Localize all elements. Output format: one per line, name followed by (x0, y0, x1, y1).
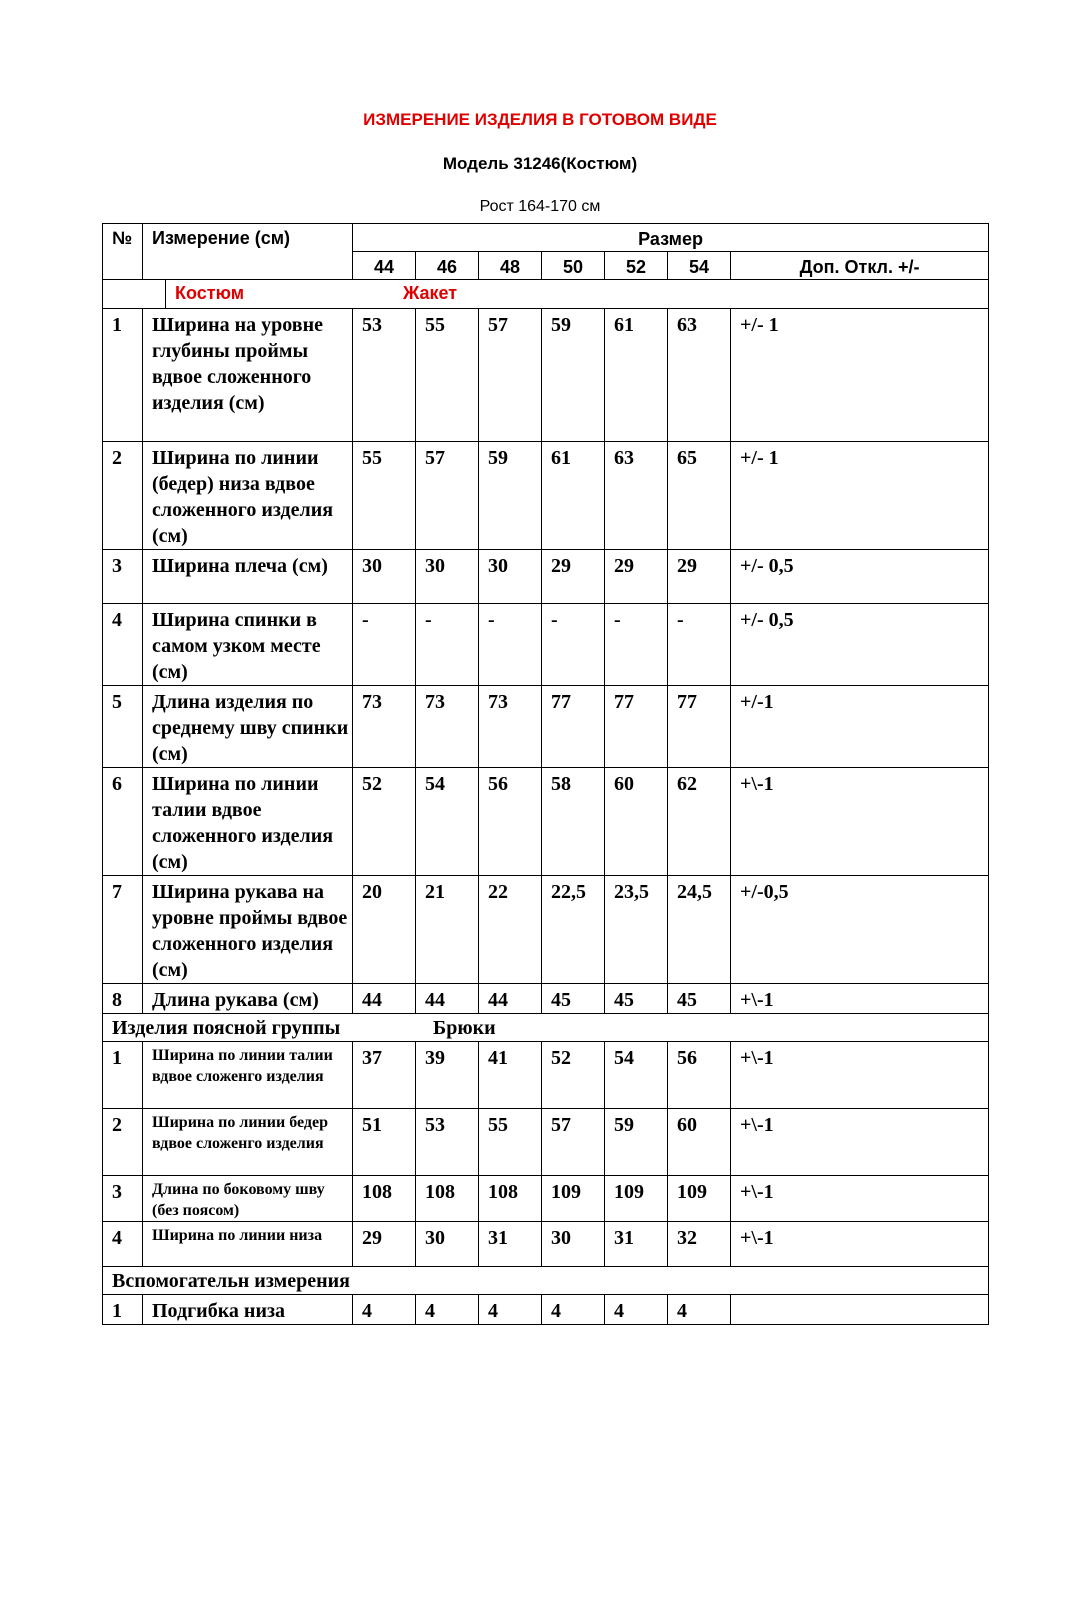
header-measurement: Измерение (см) (143, 224, 353, 280)
row-number: 2 (103, 1109, 143, 1176)
measurement-name: Ширина плеча (см) (143, 550, 353, 604)
table-row (103, 1295, 989, 1325)
measurement-name: Ширина по линии низа (143, 1222, 353, 1267)
tolerance-value: +/- 0,5 (731, 550, 989, 604)
tolerance-value: +\-1 (731, 1222, 989, 1267)
model-label: Модель 31246(Костюм) (442, 154, 638, 173)
size-value: 60 (668, 1109, 731, 1176)
header-number: № (103, 224, 143, 280)
size-value: 30 (416, 550, 479, 604)
section-aux-row (103, 1267, 989, 1295)
tolerance-value: +\-1 (731, 1109, 989, 1176)
size-header: 52 (605, 252, 668, 280)
size-value: 53 (416, 1109, 479, 1176)
size-value: 30 (416, 1222, 479, 1267)
height-label: Рост 164-170 см (479, 198, 601, 215)
size-value: 52 (542, 1042, 605, 1109)
size-header: 44 (353, 252, 416, 280)
size-value: 63 (668, 309, 731, 442)
size-value: 60 (605, 768, 668, 876)
measurement-name: Ширина на уровне глубины проймы вдвое сложенного изделия (см) (143, 309, 353, 442)
table-row (103, 1109, 989, 1176)
row-number: 3 (103, 550, 143, 604)
size-value: 57 (542, 1109, 605, 1176)
size-value: 30 (479, 550, 542, 604)
size-value: 4 (668, 1295, 731, 1325)
size-value: 54 (605, 1042, 668, 1109)
size-value: 22 (479, 876, 542, 984)
section-label: Изделия поясной группы (112, 1017, 341, 1039)
row-number: 1 (103, 1042, 143, 1109)
size-value: 59 (605, 1109, 668, 1176)
table-row (103, 1222, 989, 1267)
size-value: 4 (416, 1295, 479, 1325)
section-suit-label: Костюм (175, 283, 245, 303)
table-row (103, 876, 989, 984)
size-value: 4 (605, 1295, 668, 1325)
size-value: - (353, 604, 416, 686)
size-value: 108 (416, 1176, 479, 1222)
size-value: 59 (542, 309, 605, 442)
tolerance-value: +\-1 (731, 984, 989, 1014)
size-value: 61 (542, 442, 605, 550)
size-value: - (416, 604, 479, 686)
section-item-label: Брюки (433, 1017, 496, 1039)
size-value: 57 (479, 309, 542, 442)
row-number: 5 (103, 686, 143, 768)
tolerance-value: +/- 1 (731, 309, 989, 442)
row-number: 1 (103, 309, 143, 442)
size-value: 23,5 (605, 876, 668, 984)
table-row (103, 309, 989, 442)
measurement-name: Ширина по линии (бедер) низа вдвое сложенного изделия (см) (143, 442, 353, 550)
size-value: 77 (668, 686, 731, 768)
size-value: 45 (668, 984, 731, 1014)
tolerance-value: +\-1 (731, 768, 989, 876)
measurement-name: Ширина спинки в самом узком месте (см) (143, 604, 353, 686)
tolerance-value: +/- 1 (731, 442, 989, 550)
table-row (103, 1176, 989, 1222)
size-value: 56 (668, 1042, 731, 1109)
size-value: 56 (479, 768, 542, 876)
size-value: 53 (353, 309, 416, 442)
table-row (103, 442, 989, 550)
size-value: 31 (605, 1222, 668, 1267)
header-tolerance: Доп. Откл. +/- (731, 252, 989, 280)
size-value: 77 (605, 686, 668, 768)
size-value: 108 (479, 1176, 542, 1222)
row-number: 3 (103, 1176, 143, 1222)
measurement-name: Ширина рукава на уровне проймы вдвое сложенного изделия (см) (143, 876, 353, 984)
size-value: 57 (416, 442, 479, 550)
size-value: 65 (668, 442, 731, 550)
size-value: 62 (668, 768, 731, 876)
measurement-name: Ширина по линии талии вдвое сложенго изделия (143, 1042, 353, 1109)
size-value: 44 (353, 984, 416, 1014)
size-header: 50 (542, 252, 605, 280)
table-row (103, 604, 989, 686)
size-value: 29 (605, 550, 668, 604)
size-value: 73 (479, 686, 542, 768)
section-trousers-row (103, 1014, 989, 1042)
size-value: 52 (353, 768, 416, 876)
tolerance-value: +/- 0,5 (731, 604, 989, 686)
size-value: 32 (668, 1222, 731, 1267)
size-value: 45 (605, 984, 668, 1014)
size-value: 55 (479, 1109, 542, 1176)
size-value: 4 (479, 1295, 542, 1325)
tolerance-value: +/-0,5 (731, 876, 989, 984)
size-value: 29 (353, 1222, 416, 1267)
size-value: - (605, 604, 668, 686)
table-row (103, 686, 989, 768)
table-row (103, 550, 989, 604)
size-header: 48 (479, 252, 542, 280)
size-value: 4 (542, 1295, 605, 1325)
table-row (103, 984, 989, 1014)
size-value: 73 (416, 686, 479, 768)
size-value: 109 (668, 1176, 731, 1222)
size-value: 109 (605, 1176, 668, 1222)
size-value: 45 (542, 984, 605, 1014)
size-value: 61 (605, 309, 668, 442)
size-header: 54 (668, 252, 731, 280)
measurement-name: Длина рукава (см) (143, 984, 353, 1014)
measurement-name: Ширина по линии бедер вдвое сложенго изделия (143, 1109, 353, 1176)
size-value: 31 (479, 1222, 542, 1267)
size-value: 58 (542, 768, 605, 876)
section-label: Вспомогательн измерения (112, 1270, 350, 1292)
row-number: 2 (103, 442, 143, 550)
row-number: 6 (103, 768, 143, 876)
size-value: - (668, 604, 731, 686)
table-row (103, 768, 989, 876)
row-number: 7 (103, 876, 143, 984)
size-value: 30 (353, 550, 416, 604)
row-number: 4 (103, 1222, 143, 1267)
size-value: 55 (353, 442, 416, 550)
measurement-name: Подгибка низа (143, 1295, 353, 1325)
size-header: 46 (416, 252, 479, 280)
size-value: 54 (416, 768, 479, 876)
size-value: 55 (416, 309, 479, 442)
section-jacket-label: Жакет (403, 283, 458, 303)
measurement-table (102, 223, 989, 1325)
size-value: 77 (542, 686, 605, 768)
section-suit-row (103, 280, 989, 309)
document-title: ИЗМЕРЕНИЕ ИЗДЕЛИЯ В ГОТОВОМ ВИДЕ (363, 110, 717, 129)
header-size: Размер (353, 224, 989, 252)
table-row (103, 1042, 989, 1109)
size-value: 20 (353, 876, 416, 984)
size-value: 24,5 (668, 876, 731, 984)
size-value: 30 (542, 1222, 605, 1267)
measurement-name: Длина по боковому шву (без поясом) (143, 1176, 353, 1222)
tolerance-value: +/-1 (731, 686, 989, 768)
size-value: 51 (353, 1109, 416, 1176)
size-value: 59 (479, 442, 542, 550)
measurement-name: Длина изделия по среднему шву спинки (см) (143, 686, 353, 768)
size-value: 39 (416, 1042, 479, 1109)
size-value: - (542, 604, 605, 686)
size-value: 21 (416, 876, 479, 984)
size-value: 29 (542, 550, 605, 604)
row-number: 8 (103, 984, 143, 1014)
size-value: 4 (353, 1295, 416, 1325)
tolerance-value: +\-1 (731, 1042, 989, 1109)
size-value: 29 (668, 550, 731, 604)
size-value: 44 (416, 984, 479, 1014)
size-value: 109 (542, 1176, 605, 1222)
size-value: 22,5 (542, 876, 605, 984)
row-number: 1 (103, 1295, 143, 1325)
size-value: 108 (353, 1176, 416, 1222)
measurement-name: Ширина по линии талии вдвое сложенного изделия (см) (143, 768, 353, 876)
size-value: - (479, 604, 542, 686)
size-value: 37 (353, 1042, 416, 1109)
size-value: 41 (479, 1042, 542, 1109)
size-value: 63 (605, 442, 668, 550)
size-value: 44 (479, 984, 542, 1014)
tolerance-value: +\-1 (731, 1176, 989, 1222)
row-number: 4 (103, 604, 143, 686)
size-value: 73 (353, 686, 416, 768)
tolerance-value (731, 1295, 989, 1325)
